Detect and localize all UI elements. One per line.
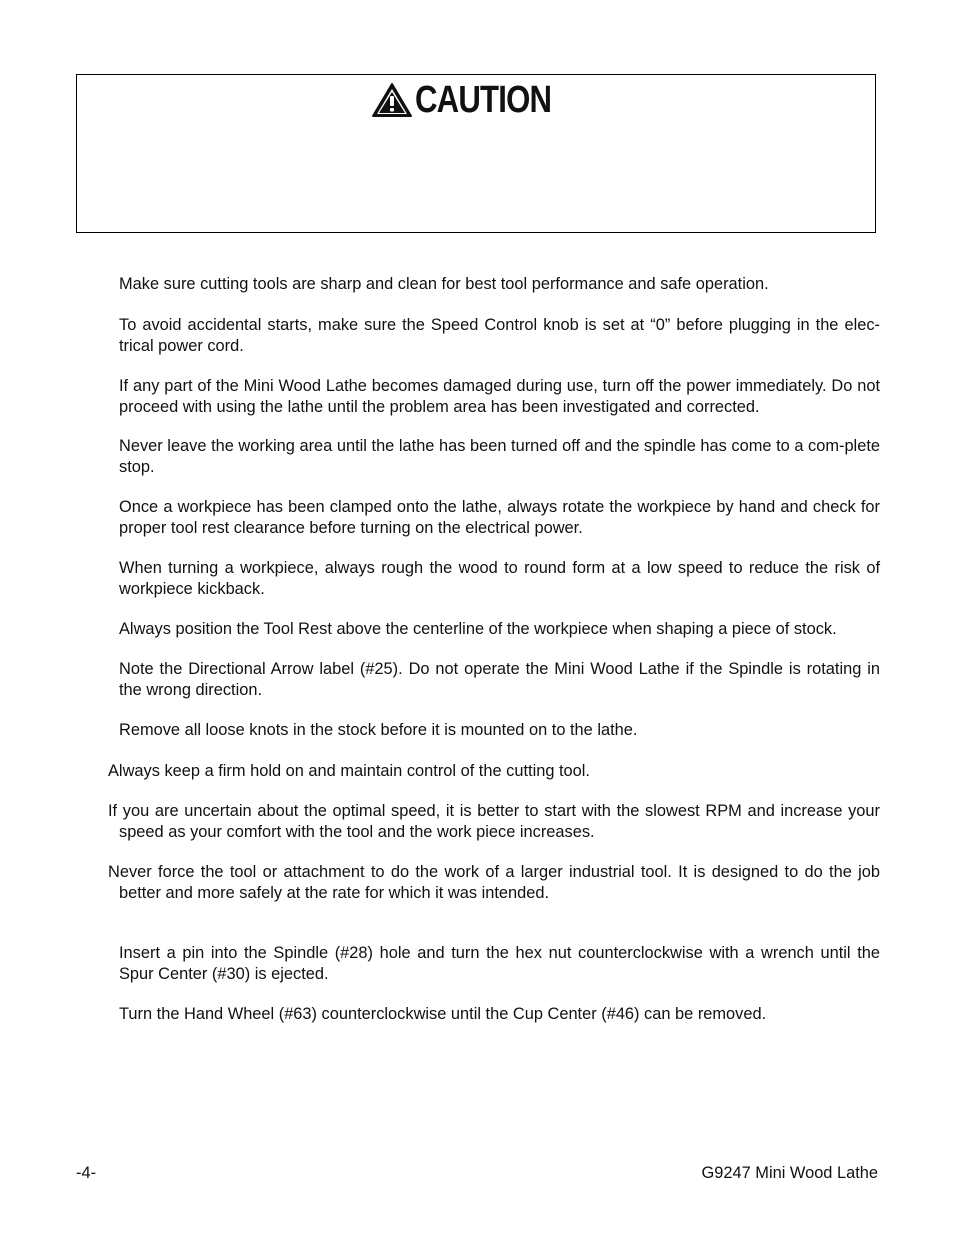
warning-triangle-icon [371, 82, 413, 118]
caution-title: CAUTION [414, 79, 552, 121]
paragraph-tool-rest: Always position the Tool Rest above the centerline of the workpiece when shaping a piece of stock. [119, 620, 837, 638]
paragraph-directional-arrow: Note the Directional Arrow label (#25). Do not operate the Mini Wood Lathe if the Spindle is rotating in the wrong direction. [119, 660, 880, 699]
page-number: -4- [76, 1164, 97, 1182]
paragraph-firm-hold: Always keep a firm hold on and maintain control of the cutting tool. [108, 762, 590, 780]
paragraph-never-force: Never force the tool or attachment to do the work of a larger industrial tool. It is designed to do the job better and more safely at the rate for which it was intended. [108, 863, 880, 902]
paragraph-cup-center: Turn the Hand Wheel (#63) counterclockwise until the Cup Center (#46) can be removed. [119, 1005, 767, 1023]
paragraph-loose-knots: Remove all loose knots in the stock before it is mounted on to the lathe. [119, 721, 638, 739]
caution-box [76, 74, 876, 233]
paragraph-damage: If any part of the Mini Wood Lathe becomes damaged during use, turn off the power immediately. Do not proceed with using the lathe until the problem area has been investigated and corrected. [119, 377, 880, 416]
caution-header [77, 81, 875, 119]
footer-model: G9247 Mini Wood Lathe [701, 1164, 878, 1182]
paragraph-rough-wood: When turning a workpiece, always rough the wood to round form at a low speed to reduce the risk of workpiece kickback. [119, 559, 880, 598]
paragraph-spur-center: Insert a pin into the Spindle (#28) hole and turn the hex nut counterclockwise with a wrench until the Spur Center (#30) is ejected. [119, 944, 880, 983]
paragraph-sharp-tools: Make sure cutting tools are sharp and clean for best tool performance and safe operation. [119, 275, 769, 293]
paragraph-accidental-starts: To avoid accidental starts, make sure the Speed Control knob is set at “0” before plugging in the elec-trical power cord. [119, 316, 880, 355]
paragraph-optimal-speed: If you are uncertain about the optimal speed, it is better to start with the slowest RPM and increase your speed as your comfort with the tool and the work piece increases. [108, 802, 880, 841]
paragraph-working-area: Never leave the working area until the lathe has been turned off and the spindle has come to a com-plete stop. [119, 437, 880, 476]
paragraph-clamped-workpiece: Once a workpiece has been clamped onto the lathe, always rotate the workpiece by hand and check for proper tool rest clearance before turning on the electrical power. [119, 498, 880, 537]
